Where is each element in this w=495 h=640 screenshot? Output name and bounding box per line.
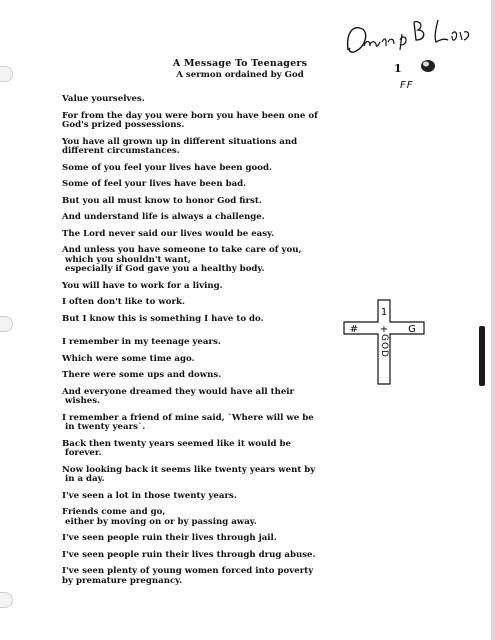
text-line: Now looking back it seems like twenty years went by in a day. <box>62 464 316 484</box>
text-line: You will have to work for a living. <box>62 280 223 291</box>
binder-mark <box>479 326 485 386</box>
ink-blot <box>419 58 437 74</box>
text-line: And understand life is always a challenge. <box>62 212 265 222</box>
text-line: And unless you have someone to take care of you, which you shouldn't want, especially if God gave you a healthy body. <box>62 245 302 274</box>
text-line: For from the day you were born you have been one of God's prized possessions. <box>62 110 318 130</box>
text-line: I remember a friend of mine said, `Where will we be in twenty years`. <box>62 412 314 432</box>
document-subtitle: A sermon ordained by God <box>176 70 304 80</box>
text-line: Some of feel your lives have been bad. <box>62 179 247 189</box>
text-line: Back then twenty years seemed like it would be forever. <box>62 438 291 458</box>
text-line: There were some ups and downs. <box>62 370 222 380</box>
text-line: Some of you feel your lives have been good. <box>62 162 273 173</box>
cross-drawing <box>338 298 428 388</box>
cross-middle-label: + <box>379 324 389 335</box>
punch-hole-top <box>0 66 13 82</box>
text-line: I've seen people ruin their lives through drug abuse. <box>62 549 316 560</box>
text-line: You have all grown up in different situations and different circumstances. <box>62 136 298 156</box>
text-line: The Lord never said our lives would be easy. <box>62 228 275 239</box>
handwritten-signature <box>340 12 480 62</box>
cross-left-label: # <box>349 324 359 335</box>
cross-bottom-label: GOD <box>379 334 389 358</box>
text-line: Which were some time ago. <box>62 353 195 364</box>
punch-hole-bottom <box>0 592 13 608</box>
text-line: I remember in my teenage years. <box>62 337 221 347</box>
text-line: Value yourselves. <box>62 94 145 104</box>
text-line: I've seen plenty of young women forced into poverty by premature pregnancy. <box>62 566 314 586</box>
text-line: I've seen a lot in those twenty years. <box>62 490 237 501</box>
page-edge <box>491 0 495 640</box>
cross-right-label: G <box>408 324 416 335</box>
text-line: Friends come and go, either by moving on or by passing away. <box>62 507 257 527</box>
handwritten-note: FF <box>400 80 414 91</box>
page-number: 1 <box>394 62 402 75</box>
punch-hole-middle <box>0 316 13 332</box>
text-line: But you all must know to honor God first. <box>62 195 262 206</box>
document-title: A Message To Teenagers <box>172 58 308 69</box>
text-line: But I know this is something I have to do. <box>62 313 264 324</box>
cross-top-label: 1 <box>380 307 388 318</box>
text-line: I often don't like to work. <box>62 297 185 307</box>
text-line: I've seen people ruin their lives through jail. <box>62 533 277 543</box>
text-line: And everyone dreamed they would have all their wishes. <box>62 386 295 406</box>
